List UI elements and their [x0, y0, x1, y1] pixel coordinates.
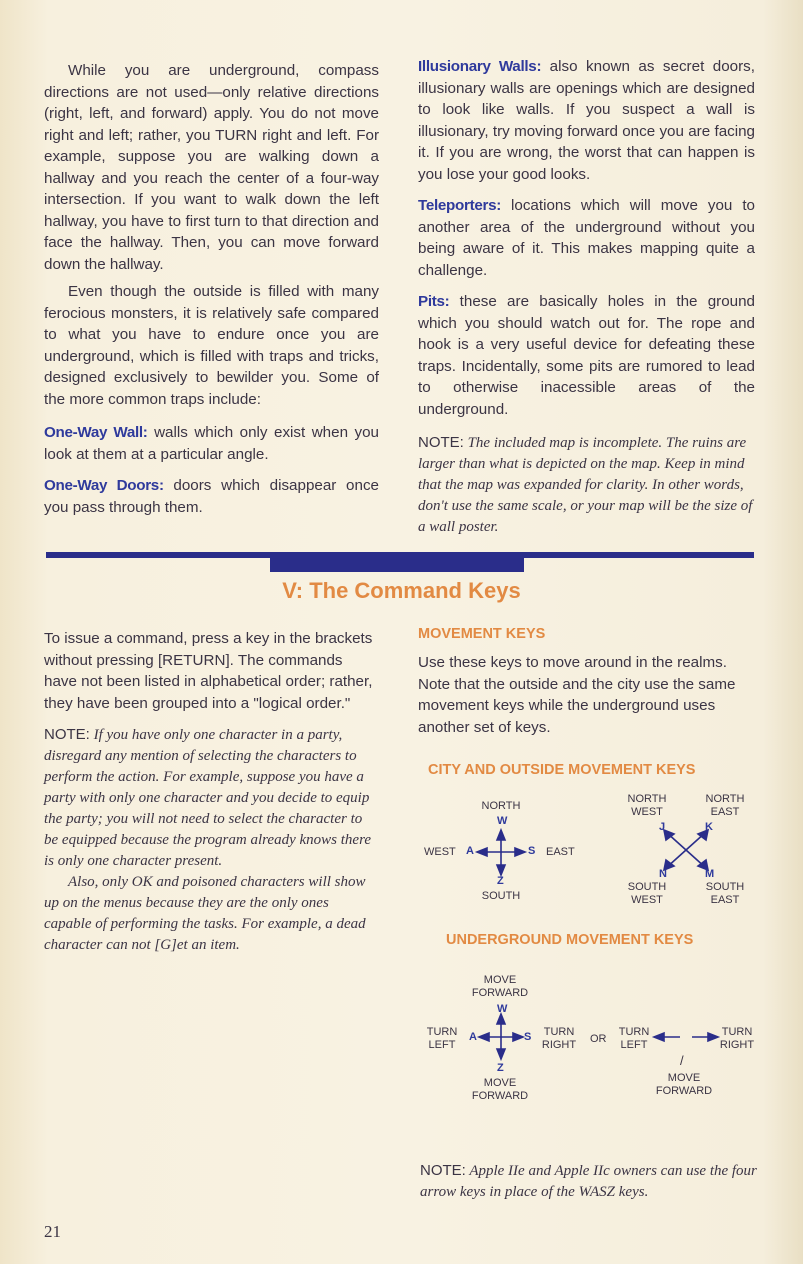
key-a-under: A [469, 1031, 477, 1043]
arrow-south [497, 865, 505, 875]
key-w: W [497, 815, 508, 827]
key-z-under: Z [497, 1062, 504, 1074]
term-teleporters: Teleporters: [418, 197, 502, 214]
label-or: OR [590, 1033, 607, 1045]
apple-note [420, 1160, 760, 1203]
label-move-forward-bottom: MOVE FORWARD [471, 1077, 529, 1102]
arrow-forward-up [497, 1014, 505, 1024]
movement-keys-heading: MOVEMENT KEYS [418, 626, 546, 642]
key-z: Z [497, 875, 504, 887]
arrow-east [515, 848, 525, 856]
key-s-under: S [524, 1031, 532, 1043]
term-pits: Pits: [418, 293, 450, 310]
label-turn-left: TURN LEFT [426, 1026, 458, 1051]
label-south: SOUTH [481, 890, 521, 902]
key-a: A [466, 845, 474, 857]
arrow-turn-left [479, 1033, 489, 1041]
arrow-forward-down [497, 1049, 505, 1059]
key-m: M [705, 868, 715, 880]
def-illusionary-walls: also known as secret doors, illusionary walls are openings which are designed to look like walls. If you suspect a wall is illusionary, try moving forward once you are facing it. If you are wrong, the worst that can happen is you lose your good looks. [418, 58, 755, 183]
page-number: 21 [44, 1222, 61, 1241]
city-keys-heading: CITY AND OUTSIDE MOVEMENT KEYS [428, 762, 696, 778]
def-one-way-wall: walls which only exist when you look at them at a particular angle. [44, 424, 379, 463]
label-north: NORTH [481, 800, 521, 812]
arrow-turn-right [513, 1033, 523, 1041]
alt-arrow-left [654, 1033, 664, 1041]
paragraph-traps-intro: Even though the outside is filled with many ferocious monsters, it is relatively safe compared to what you have to endure once you are underground, which is filled with traps and tricks, designed exclusively to bewilder you. Some of the more common traps include: [44, 283, 379, 408]
def-teleporters: locations which will move you to another area of the underground without you being aware of it. This makes mapping quite a challenge. [418, 197, 755, 279]
label-slash-key: / [680, 1053, 684, 1068]
label-turn-left-alt: TURN LEFT [618, 1026, 650, 1051]
label-move-forward-top: MOVE FORWARD [471, 974, 529, 999]
party-note-text: If you have only one character in a party, disregard any mention of selecting the characters to perform the action. For example, suppose you have a party with only one character and you decide to equip the party; you will not need to select the character to be equipped because the program already knows there is only one character present. [44, 727, 372, 869]
section-title: V: The Command Keys [282, 578, 521, 603]
term-illusionary-walls: Illusionary Walls: [418, 58, 542, 75]
term-one-way-doors: One-Way Doors: [44, 477, 164, 494]
label-turn-right: TURN RIGHT [541, 1026, 577, 1051]
key-j: J [659, 821, 666, 833]
label-southeast: SOUTH EAST [705, 881, 745, 906]
label-west: WEST [424, 846, 456, 858]
party-note-label: NOTE: [44, 726, 90, 743]
label-southwest: SOUTH WEST [627, 881, 667, 906]
arrow-north [497, 830, 505, 840]
underground-keys-heading: UNDERGROUND MOVEMENT KEYS [446, 932, 694, 948]
arrow-west [477, 848, 487, 856]
movement-text: Use these keys to move around in the realms. Note that the outside and the city use the same movement keys while the underground uses another set of keys. [418, 654, 736, 736]
map-note-label: NOTE: [418, 434, 464, 451]
term-one-way-wall: One-Way Wall: [44, 424, 148, 441]
def-one-way-doors: doors which disappear once you pass through them. [44, 477, 379, 516]
menu-note: Also, only OK and poisoned characters will show up on the menus because they are the only ones capable of performing the tasks. For example, a dead character can not [G]et an item. [44, 874, 366, 953]
map-note-text: The included map is incomplete. The ruins are larger than what is depicted on the map. Keep in mind that the map was expanded for clarity. In other words, don't use the same scale, or your map will be the size of a wall poster. [418, 435, 753, 535]
key-w-under: W [497, 1003, 508, 1015]
key-k: K [705, 821, 713, 833]
def-pits: these are basically holes in the ground which you should watch out for. The rope and hook is a very useful device for defeating these traps. Incidentally, some pits are rumored to lead to otherwise inacessible areas of the underground. [418, 293, 755, 418]
paragraph-issue-command: To issue a command, press a key in the brackets without pressing [RETURN]. The commands have not been listed in alphabetical order; rather, they have been grouped into a "logical order." [44, 630, 373, 712]
label-move-forward-alt: MOVE FORWARD [655, 1072, 713, 1097]
label-northeast: NORTH EAST [705, 793, 745, 818]
apple-note-text: Apple IIe and Apple IIc owners can use the four arrow keys in place of the WASZ keys. [420, 1163, 757, 1200]
paragraph-underground-directions: While you are underground, compass directions are not used—only relative directions (right, left, and forward) apply. You do not move right and left; rather, you TURN right and left. For example, suppose you are walking down a hallway and you reach the center of a four-way intersection. If you want to walk down the left hallway, you have to first turn to that direction and face the hallway. Then, you can move forward down the hallway. [44, 62, 379, 273]
label-turn-right-alt: TURN RIGHT [719, 1026, 755, 1051]
label-east: EAST [546, 846, 575, 858]
key-n: N [659, 868, 667, 880]
apple-note-label: NOTE: [420, 1162, 466, 1179]
label-northwest: NORTH WEST [627, 793, 667, 818]
key-s: S [528, 845, 536, 857]
